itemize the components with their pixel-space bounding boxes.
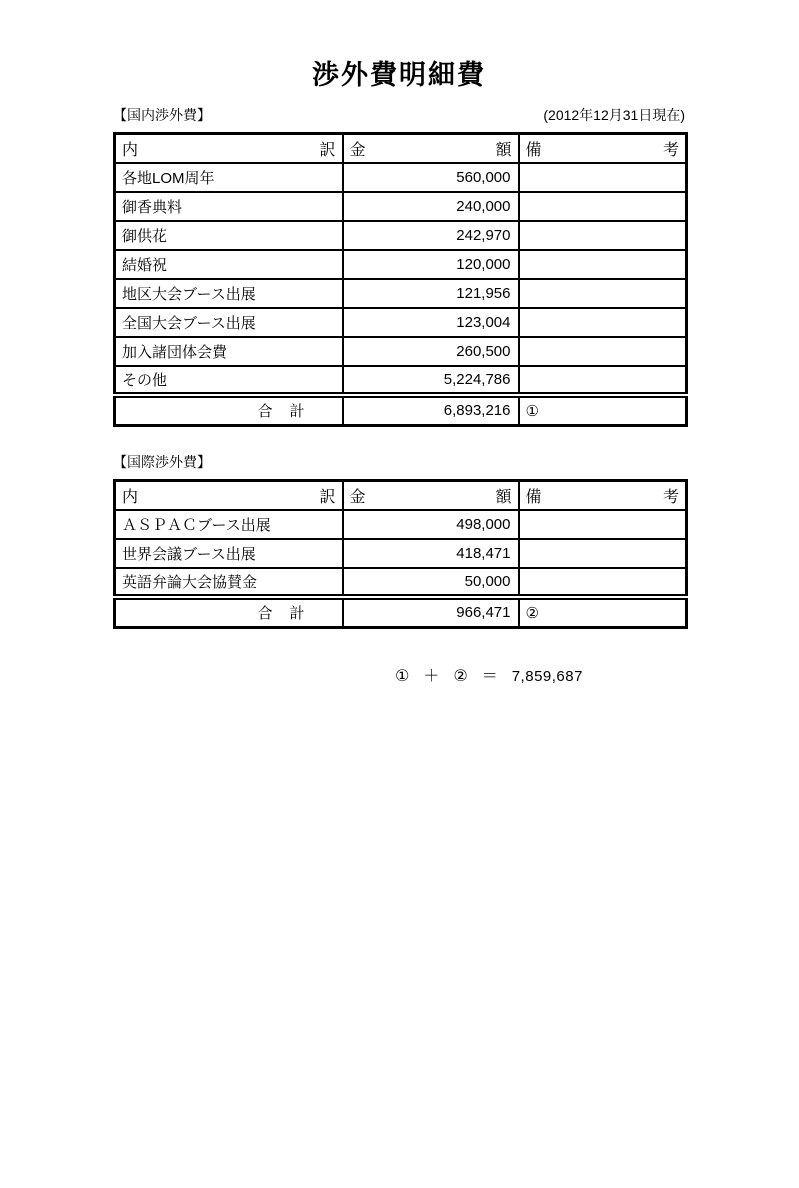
header-remarks-left: 備: [525, 488, 542, 506]
item-cell: 全国大会ブース出展: [115, 308, 343, 337]
table-row: [115, 510, 687, 539]
international-section-label: 【国際渉外費】: [113, 454, 211, 470]
remarks-cell: [519, 539, 687, 568]
item-cell: 御供花: [115, 221, 343, 250]
item-cell: ＡＳＰＡＣブース出展: [115, 510, 343, 539]
total-remarks-ref: ②: [519, 597, 687, 628]
total-remarks-ref: ①: [519, 395, 687, 426]
international-section-header: [113, 452, 685, 472]
table-row: [115, 279, 687, 308]
header-item-left: 内: [122, 488, 139, 506]
equals-sign: ＝: [481, 668, 498, 685]
remarks-cell: [519, 279, 687, 308]
amount-cell: 418,471: [343, 539, 519, 568]
as-of-date: (2012年12月31日現在): [543, 107, 685, 123]
international-expense-table: [113, 479, 688, 629]
summary-ref-1: ①: [395, 668, 410, 685]
amount-cell: 498,000: [343, 510, 519, 539]
table-row: [115, 192, 687, 221]
table-row: [115, 308, 687, 337]
header-item-right: 訳: [319, 141, 336, 159]
table-row: [115, 221, 687, 250]
table-row: [115, 366, 687, 395]
amount-cell: 242,970: [343, 221, 519, 250]
header-amount-left: 金: [349, 488, 366, 506]
page-title: 渉外費明細費: [312, 60, 486, 90]
total-label: 合 計: [115, 395, 343, 426]
amount-cell: 50,000: [343, 568, 519, 597]
item-cell: 結婚祝: [115, 250, 343, 279]
total-label: 合 計: [115, 597, 343, 628]
remarks-cell: [519, 568, 687, 597]
header-remarks: [519, 134, 687, 163]
plus-sign: ＋: [423, 668, 440, 685]
header-amount-right: 額: [495, 141, 512, 159]
item-cell: 御香典料: [115, 192, 343, 221]
amount-cell: 5,224,786: [343, 366, 519, 395]
item-cell: 地区大会ブース出展: [115, 279, 343, 308]
remarks-cell: [519, 163, 687, 192]
table-row: [115, 568, 687, 597]
header-remarks-right: 考: [662, 488, 679, 506]
total-row: [115, 597, 687, 628]
domestic-section-header: [113, 105, 685, 125]
item-cell: 加入諸団体会費: [115, 337, 343, 366]
amount-cell: 560,000: [343, 163, 519, 192]
remarks-cell: [519, 337, 687, 366]
grand-total-value: 7,859,687: [511, 668, 583, 685]
total-row: [115, 395, 687, 426]
table-header-row: [115, 481, 687, 510]
header-item: [115, 481, 343, 510]
item-cell: 各地LOM周年: [115, 163, 343, 192]
remarks-cell: [519, 366, 687, 395]
header-remarks-left: 備: [525, 141, 542, 159]
item-cell: その他: [115, 366, 343, 395]
header-remarks: [519, 481, 687, 510]
amount-cell: 120,000: [343, 250, 519, 279]
header-amount-left: 金: [349, 141, 366, 159]
header-item-right: 訳: [319, 488, 336, 506]
header-remarks-right: 考: [662, 141, 679, 159]
table-row: [115, 539, 687, 568]
header-amount-right: 額: [495, 488, 512, 506]
header-amount: [343, 481, 519, 510]
summary-equation: [395, 666, 685, 688]
item-cell: 英語弁論大会協賛金: [115, 568, 343, 597]
table-header-row: [115, 134, 687, 163]
total-amount: 966,471: [343, 597, 519, 628]
remarks-cell: [519, 510, 687, 539]
header-item: [115, 134, 343, 163]
header-amount: [343, 134, 519, 163]
table-row: [115, 163, 687, 192]
header-item-left: 内: [122, 141, 139, 159]
remarks-cell: [519, 192, 687, 221]
amount-cell: 121,956: [343, 279, 519, 308]
document-sheet: [113, 57, 685, 688]
domestic-expense-table: [113, 132, 688, 427]
item-cell: 世界会議ブース出展: [115, 539, 343, 568]
remarks-cell: [519, 250, 687, 279]
remarks-cell: [519, 221, 687, 250]
amount-cell: 123,004: [343, 308, 519, 337]
table-row: [115, 337, 687, 366]
remarks-cell: [519, 308, 687, 337]
total-amount: 6,893,216: [343, 395, 519, 426]
amount-cell: 260,500: [343, 337, 519, 366]
table-row: [115, 250, 687, 279]
amount-cell: 240,000: [343, 192, 519, 221]
summary-ref-2: ②: [453, 668, 468, 685]
domestic-section-label: 【国内渉外費】: [113, 107, 211, 123]
